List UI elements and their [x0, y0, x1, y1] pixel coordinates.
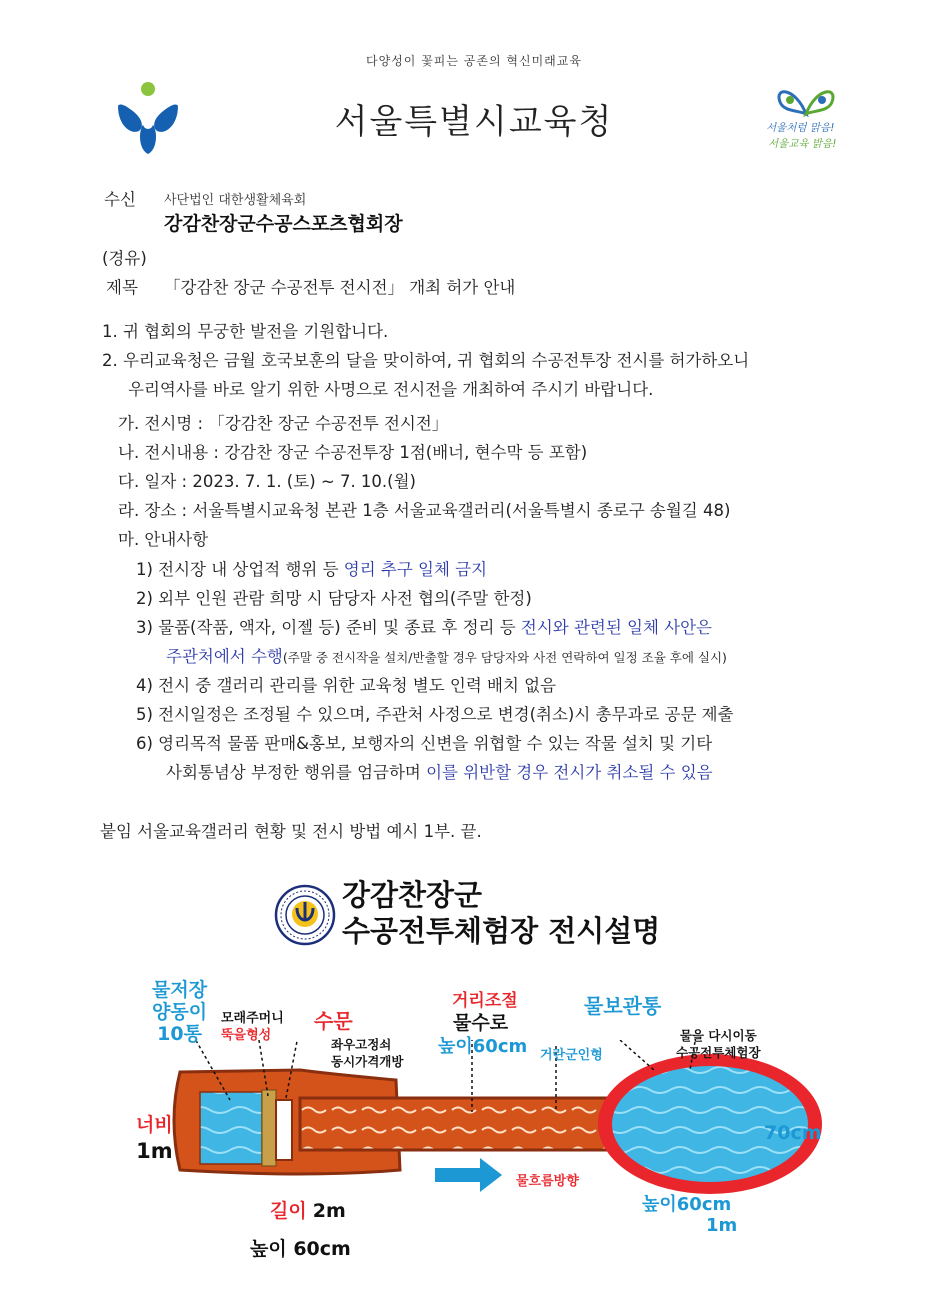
notice-6-text: 사회통념상 부정한 행위를 엄금하며: [166, 763, 427, 782]
label-length-title: 길이: [270, 1200, 307, 1222]
label-water-storage-3: 10통: [157, 1023, 202, 1045]
notice-4: 4) 전시 중 갤러리 관리를 위한 교육청 별도 인력 배치 없음: [136, 676, 557, 695]
label-flow: 물흐름방향: [516, 1174, 579, 1189]
right-logo-line1: 서울처럼 맑음!: [766, 122, 835, 134]
subject-text: 「강감찬 장군 수공전투 전시전」 개최 허가 안내: [164, 278, 516, 297]
diagram-title-line2: 수공전투체험장 전시설명: [342, 914, 661, 948]
label-width: [136, 1112, 173, 1164]
label-basin-length: 1m: [706, 1215, 738, 1236]
label-basin-height: 높이60cm: [642, 1194, 732, 1215]
label-basin-desc: [676, 1027, 761, 1061]
label-gate-desc-1: 좌우고정쇠: [331, 1037, 392, 1052]
label-length-value: 2m: [312, 1200, 346, 1222]
paragraph-2-line1: 2. 우리교육청은 금월 호국보훈의 달을 맞이하여, 귀 협회의 수공전투장 전시를 허가하오니: [102, 351, 750, 370]
subject-label: 제목: [106, 278, 138, 297]
item-exhibit-name: 가. 전시명 : 「강감찬 장군 수공전투 전시전」: [118, 414, 449, 433]
notice-3-cont: [166, 643, 727, 667]
label-water-storage: [152, 979, 207, 1045]
to-main: 강감찬장군수공스포츠협회장: [164, 213, 403, 235]
label-water-storage-1: 물저장: [152, 979, 208, 1001]
battle-field-diagram: [150, 1040, 830, 1200]
paragraph-1: 1. 귀 협회의 무궁한 발전을 기원합니다.: [102, 322, 389, 341]
item-exhibit-content: 나. 전시내용 : 강감찬 장군 수공전투장 1점(배너, 현수막 등 포함): [118, 443, 588, 462]
label-sandbag: [221, 1010, 284, 1044]
diagram-title-line1: 강감찬장군: [342, 878, 483, 912]
notice-1-text: 1) 전시장 내 상업적 행위 등: [136, 560, 344, 579]
via-label: (경유): [102, 249, 147, 268]
notice-6: 6) 영리목적 물품 판매&홍보, 보행자의 신변을 위협할 수 있는 작물 설치 및 기타: [136, 734, 713, 753]
label-width-value: 1m: [136, 1139, 173, 1163]
notice-3-note: (주말 중 전시작을 설치/반출할 경우 담당자와 사전 연락하여 일정 조율 후에 실시): [282, 650, 727, 665]
butterfly-logo-icon: [766, 84, 846, 118]
label-basin: 물보관통: [584, 994, 662, 1018]
notice-1: [136, 556, 487, 580]
notice-6-cont: [166, 759, 713, 783]
item-date: 다. 일자 : 2023. 7. 1. (토) ~ 7. 10.(월): [118, 472, 416, 491]
sandbag-wall: [262, 1090, 276, 1166]
label-channel: 물수로: [453, 1012, 509, 1034]
item-location: 라. 장소 : 서울특별시교육청 본관 1층 서울교육갤러리(서울특별시 종로구 송월길 48): [118, 501, 731, 520]
label-channel-height: 높이60cm: [438, 1036, 528, 1057]
notice-3-emphasis-2: 주관처에서 수행: [166, 647, 283, 666]
notice-1-emphasis: 영리 추구 일체 금지: [343, 560, 488, 579]
association-emblem-icon: [274, 884, 336, 946]
notice-2: 2) 외부 인원 관람 희망 시 담당자 사전 협의(주말 한정): [136, 589, 532, 608]
item-notice-header: 마. 안내사항: [118, 530, 209, 549]
label-water-storage-2: 양동이: [152, 1001, 208, 1023]
notice-3-text: 3) 물품(작품, 액자, 이젤 등) 준비 및 종료 후 정리 등: [136, 618, 521, 637]
label-gate-desc: [331, 1036, 403, 1070]
label-gate-desc-2: 동시가격개방: [331, 1054, 404, 1069]
label-basin-desc-2: 수공전투체험장: [676, 1045, 761, 1060]
right-logo-line2: 서울교육 밝음!: [768, 138, 837, 150]
flow-arrow-icon: [435, 1158, 502, 1192]
label-basin-desc-1: 물을 다시이동: [679, 1028, 757, 1043]
to-org: 사단법인 대한생활체육회: [164, 193, 307, 208]
water-channel: [300, 1098, 650, 1150]
label-gate: 수문: [314, 1009, 353, 1033]
notice-3: [136, 614, 712, 638]
label-total-height: 높이 60cm: [250, 1238, 351, 1260]
label-distance: 거리조절: [452, 991, 518, 1011]
label-width-title: 너비: [136, 1114, 173, 1136]
label-sandbag-2: 뚝을형성: [221, 1028, 272, 1043]
attachment-line: 붙임 서울교육갤러리 현황 및 전시 방법 예시 1부. 끝.: [100, 822, 482, 841]
label-length: [270, 1196, 346, 1223]
label-basin-width: 70cm: [764, 1122, 822, 1144]
notice-6-emphasis: 이를 위반할 경우 전시가 취소될 수 있음: [426, 763, 713, 782]
to-label: 수신: [104, 190, 136, 209]
notice-5: 5) 전시일정은 조정될 수 있으며, 주관처 사정으로 변경(취소)시 총무과로 공문 제출: [136, 705, 734, 724]
label-soldiers: 거란군인형: [540, 1048, 603, 1063]
label-sandbag-1: 모래주머니: [221, 1011, 284, 1026]
paragraph-2-line2: 우리역사를 바로 알기 위한 사명으로 전시전을 개최하여 주시기 바랍니다.: [128, 380, 654, 399]
notice-3-emphasis: 전시와 관련된 일체 사안은: [520, 618, 712, 637]
water-gate: [276, 1100, 292, 1160]
slogan: 다양성이 꽃피는 공존의 혁신미래교육: [366, 54, 582, 68]
water-reservoir: [200, 1092, 262, 1164]
agency-title: 서울특별시교육청: [334, 102, 614, 142]
